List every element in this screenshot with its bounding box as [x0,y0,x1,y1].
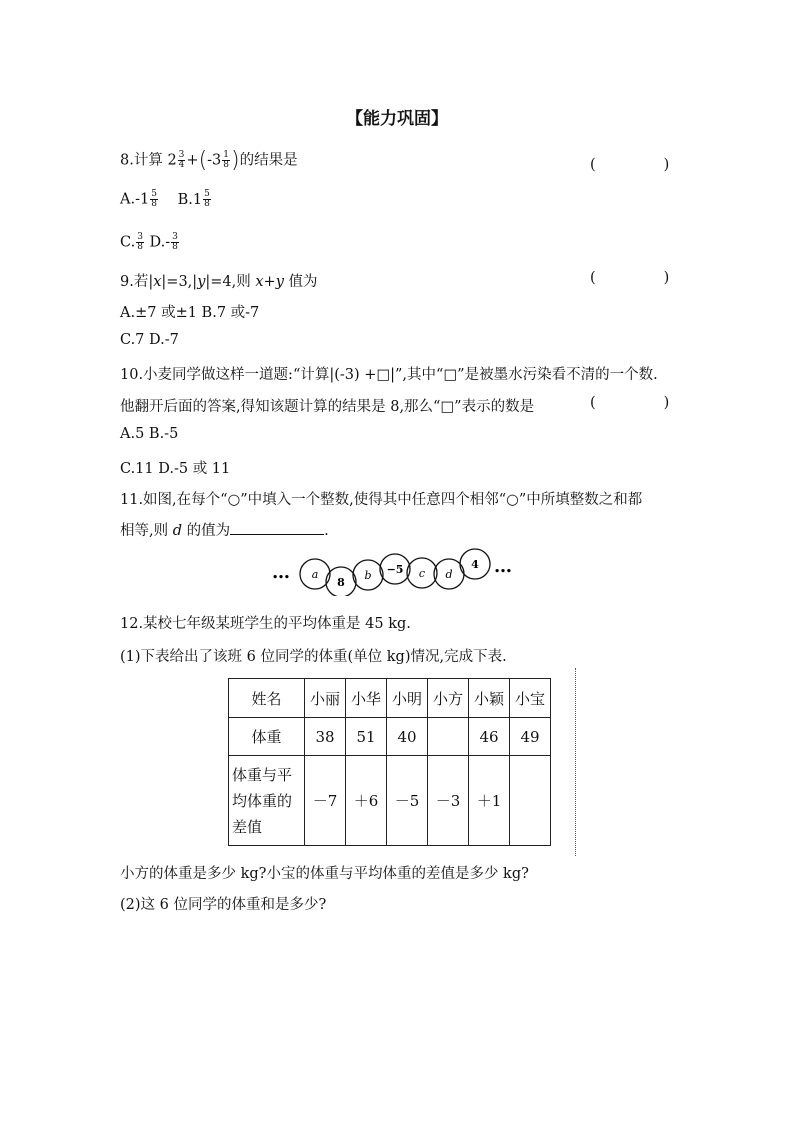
circle-chain-figure [268,544,528,596]
q8-prefix: 8.计算 2 [120,152,177,169]
q9-options-cd: C.7 D.-7 [120,332,179,348]
table-cell: －3 [428,756,469,846]
table-cell: 46 [469,718,510,756]
q9-answer-paren: ( ) [590,270,670,286]
table-header-cell: 小华 [346,679,387,718]
q10-options-cd: C.11 D.-5 或 11 [120,461,231,477]
q11-answer-blank [230,521,324,535]
dots-left: … [272,562,290,583]
label-c: c [418,567,426,580]
table-cell: ＋6 [346,756,387,846]
table-cell: 38 [305,718,346,756]
q8-close-paren: ) [231,148,240,173]
q10-line-2: 他翻开后面的答案,得知该题计算的结果是 8,那么“□”表示的数是 [120,399,535,415]
table-row-difference [229,756,551,846]
table-cell: －7 [305,756,346,846]
weight-table [228,678,551,846]
table-cell-blank [428,718,469,756]
q8-option-d-fraction: $\frac{3}{8}$ [172,232,178,252]
q9-options-ab: A.±7 或±1 B.7 或-7 [120,305,260,321]
table-cell: 51 [346,718,387,756]
table-cell: 体重 [229,718,305,756]
q8-option-b-fraction: $\frac{5}{8}$ [204,189,210,209]
q8-stem [120,148,298,173]
q8-inner: -3 [207,152,222,169]
table-cell: －5 [387,756,428,846]
dots-right: … [494,556,512,577]
table-cell: 40 [387,718,428,756]
table-header-cell: 小宝 [510,679,551,718]
q9-stem: 9.若|x|=3,|y|=4,则 x+y 值为 [120,274,318,290]
page-title: 【能力巩固】 [346,109,448,129]
q8-options-ab: A.-1 $\frac{5}{8}$ B.1 $\frac{5}{8}$ [120,189,210,209]
q10-options-ab: A.5 B.-5 [120,426,179,442]
dotted-divider [575,668,576,856]
q12-question: 小方的体重是多少 kg?小宝的体重与平均体重的差值是多少 kg? [120,866,529,882]
label-neg5: −5 [386,563,404,576]
q8-option-a-fraction: $\frac{5}{8}$ [151,189,157,209]
q10-answer-paren: ( ) [590,395,670,411]
table-row-names [229,679,551,718]
table-cell-blank [510,756,551,846]
table-row-label: 体重与平均体重的差值 [229,756,305,846]
q8-options-cd: C. $\frac{3}{8}$ D.- $\frac{3}{8}$ [120,232,178,252]
q8-fraction-1: $\frac{3}{4}$ [178,150,185,170]
q11-line-2: 相等,则 d 的值为 . [120,523,329,539]
label-a: a [311,568,319,581]
label-8: 8 [337,576,345,589]
table-cell: ＋1 [469,756,510,846]
q12-part2: (2)这 6 位同学的体重和是多少? [120,897,327,913]
q12-intro: 12.某校七年级某班学生的平均体重是 45 kg. [120,616,411,632]
q8-option-c-fraction: $\frac{3}{8}$ [137,232,143,252]
table-header-cell: 姓名 [229,679,305,718]
table-header-cell: 小丽 [305,679,346,718]
q8-fraction-2: $\frac{1}{8}$ [223,150,230,170]
q8-open-paren: ( [198,148,208,173]
q8-suffix: 的结果是 [239,152,298,169]
q8-plus: + [186,152,199,169]
q10-line-1: 10.小麦同学做这样一道题:“计算|(-3) +□|”,其中“□”是被墨水污染看不清的一个数. [120,367,658,383]
label-d: d [445,568,453,581]
table-header-cell: 小明 [387,679,428,718]
table-row-weight [229,718,551,756]
q8-answer-paren: ( ) [590,157,670,173]
table-header-cell: 小方 [428,679,469,718]
q12-part1: (1)下表给出了该班 6 位同学的体重(单位 kg)情况,完成下表. [120,649,507,665]
table-cell: 49 [510,718,551,756]
label-4: 4 [471,558,479,571]
q11-line-1: 11.如图,在每个“○”中填入一个整数,使得其中任意四个相邻“○”中所填整数之和都 [120,492,643,508]
table-header-cell: 小颖 [469,679,510,718]
label-b: b [364,569,372,582]
